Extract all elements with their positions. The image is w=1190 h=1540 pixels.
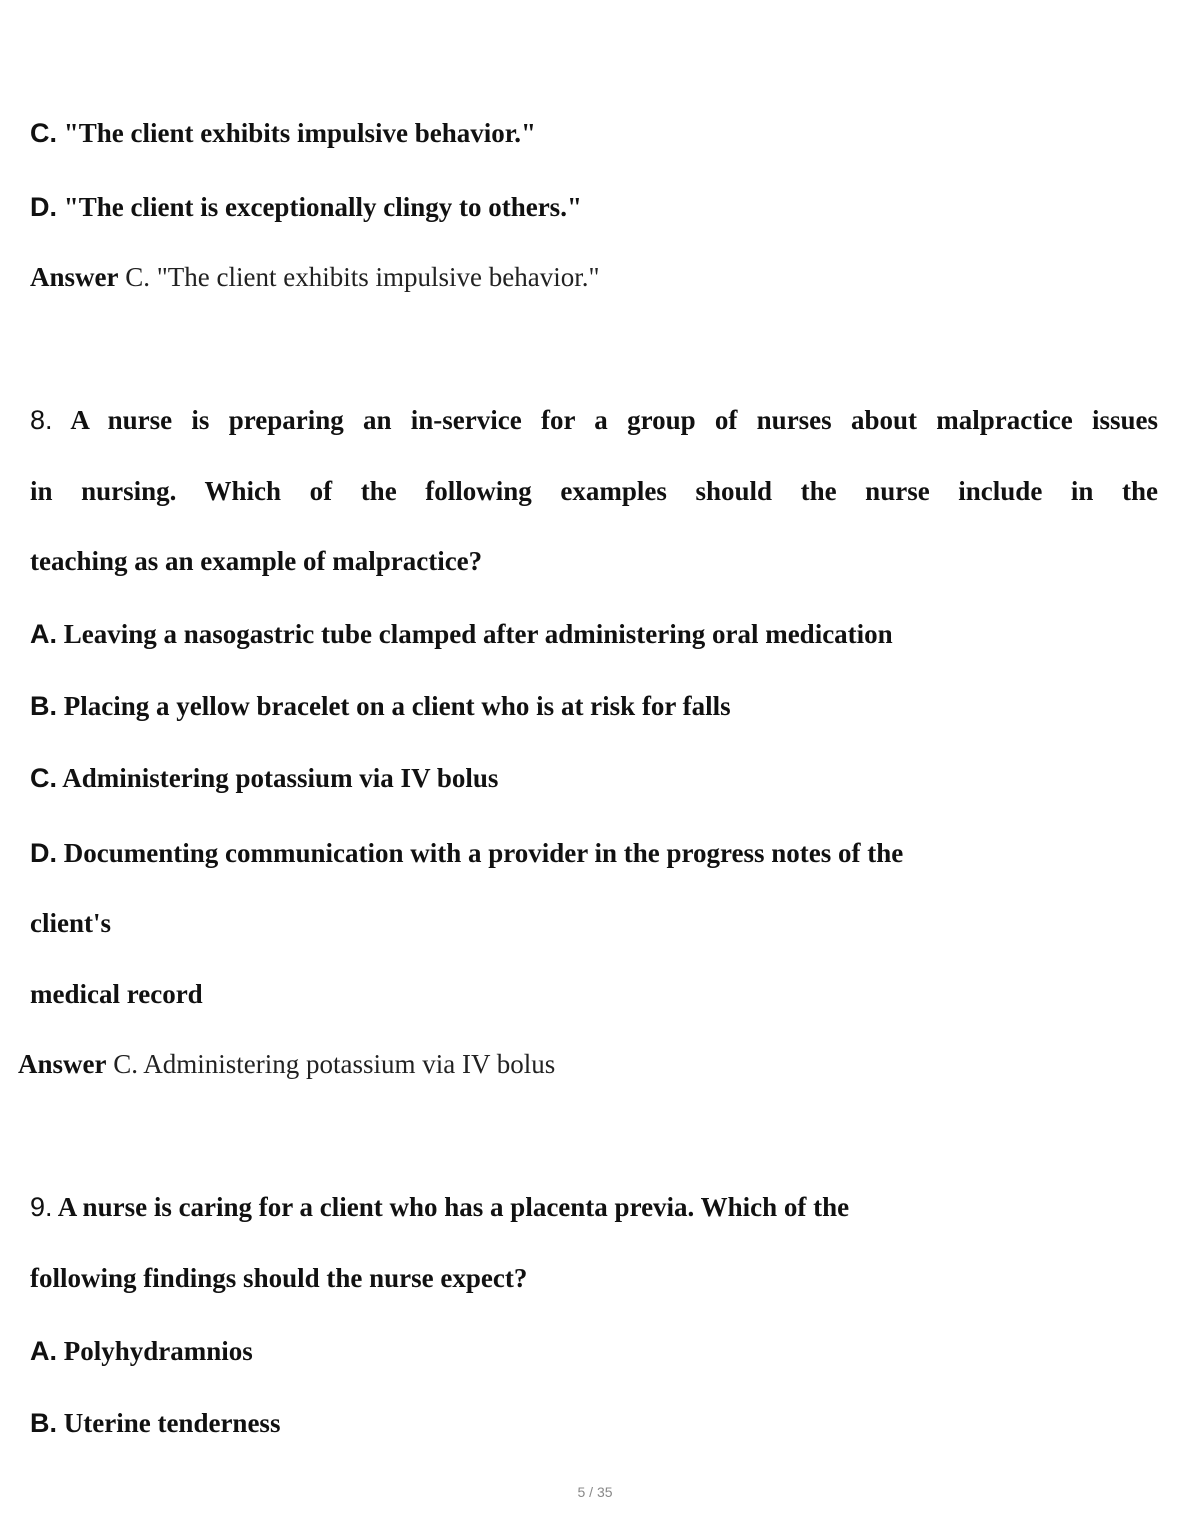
option-text: Documenting communication with a provider in the progress notes of the — [63, 838, 904, 868]
option-text: Administering potassium via IV bolus — [62, 763, 499, 793]
answer-text: C. Administering potassium via IV bolus — [113, 1049, 556, 1079]
option-letter: C. — [30, 763, 57, 793]
option-letter: B. — [30, 1408, 57, 1438]
q9-question-line-2: following findings should the nurse expect? — [30, 1263, 528, 1293]
option-letter: A. — [30, 619, 57, 649]
answer-label: Answer — [30, 262, 119, 292]
q8-option-c — [30, 761, 498, 795]
option-letter: B. — [30, 691, 57, 721]
answer-text: C. "The client exhibits impulsive behavior." — [125, 262, 600, 292]
question-number: 8. — [30, 405, 53, 435]
q8-option-d — [30, 836, 903, 870]
option-text: "The client is exceptionally clingy to others." — [63, 192, 582, 222]
q9-question-line-1 — [30, 1190, 849, 1224]
q8-question-line-2: in nursing. Which of the following examples should the nurse include in the — [30, 476, 1158, 506]
q8-question-line-3: teaching as an example of malpractice? — [30, 546, 483, 576]
q8-option-d-line-2: client's — [30, 908, 111, 938]
q7-option-c — [30, 116, 536, 150]
question-number: 9. — [30, 1192, 53, 1222]
option-text: Uterine tenderness — [63, 1408, 281, 1438]
option-text: Leaving a nasogastric tube clamped after administering oral medication — [63, 619, 893, 649]
option-text: "The client exhibits impulsive behavior." — [63, 118, 537, 148]
q9-option-a — [30, 1334, 253, 1368]
q8-question-line-1 — [30, 403, 1158, 437]
option-letter: C. — [30, 118, 57, 148]
option-letter: D. — [30, 838, 57, 868]
option-letter: D. — [30, 192, 57, 222]
q8-option-d-line-3: medical record — [30, 979, 203, 1009]
q8-answer — [18, 1047, 555, 1081]
answer-label: Answer — [18, 1049, 107, 1079]
q7-option-d — [30, 190, 582, 224]
q7-answer — [30, 260, 599, 294]
q8-option-a — [30, 617, 893, 651]
question-text: A nurse is caring for a client who has a placenta previa. Which of the — [57, 1192, 850, 1222]
q8-option-b — [30, 689, 731, 723]
page-number: 5 / 35 — [577, 1484, 613, 1500]
option-text: Polyhydramnios — [63, 1336, 253, 1366]
question-text: A nurse is preparing an in-service for a group of nurses about malpractice issues — [70, 405, 1158, 435]
option-text: Placing a yellow bracelet on a client who is at risk for falls — [63, 691, 731, 721]
q9-option-b — [30, 1406, 280, 1440]
option-letter: A. — [30, 1336, 57, 1366]
